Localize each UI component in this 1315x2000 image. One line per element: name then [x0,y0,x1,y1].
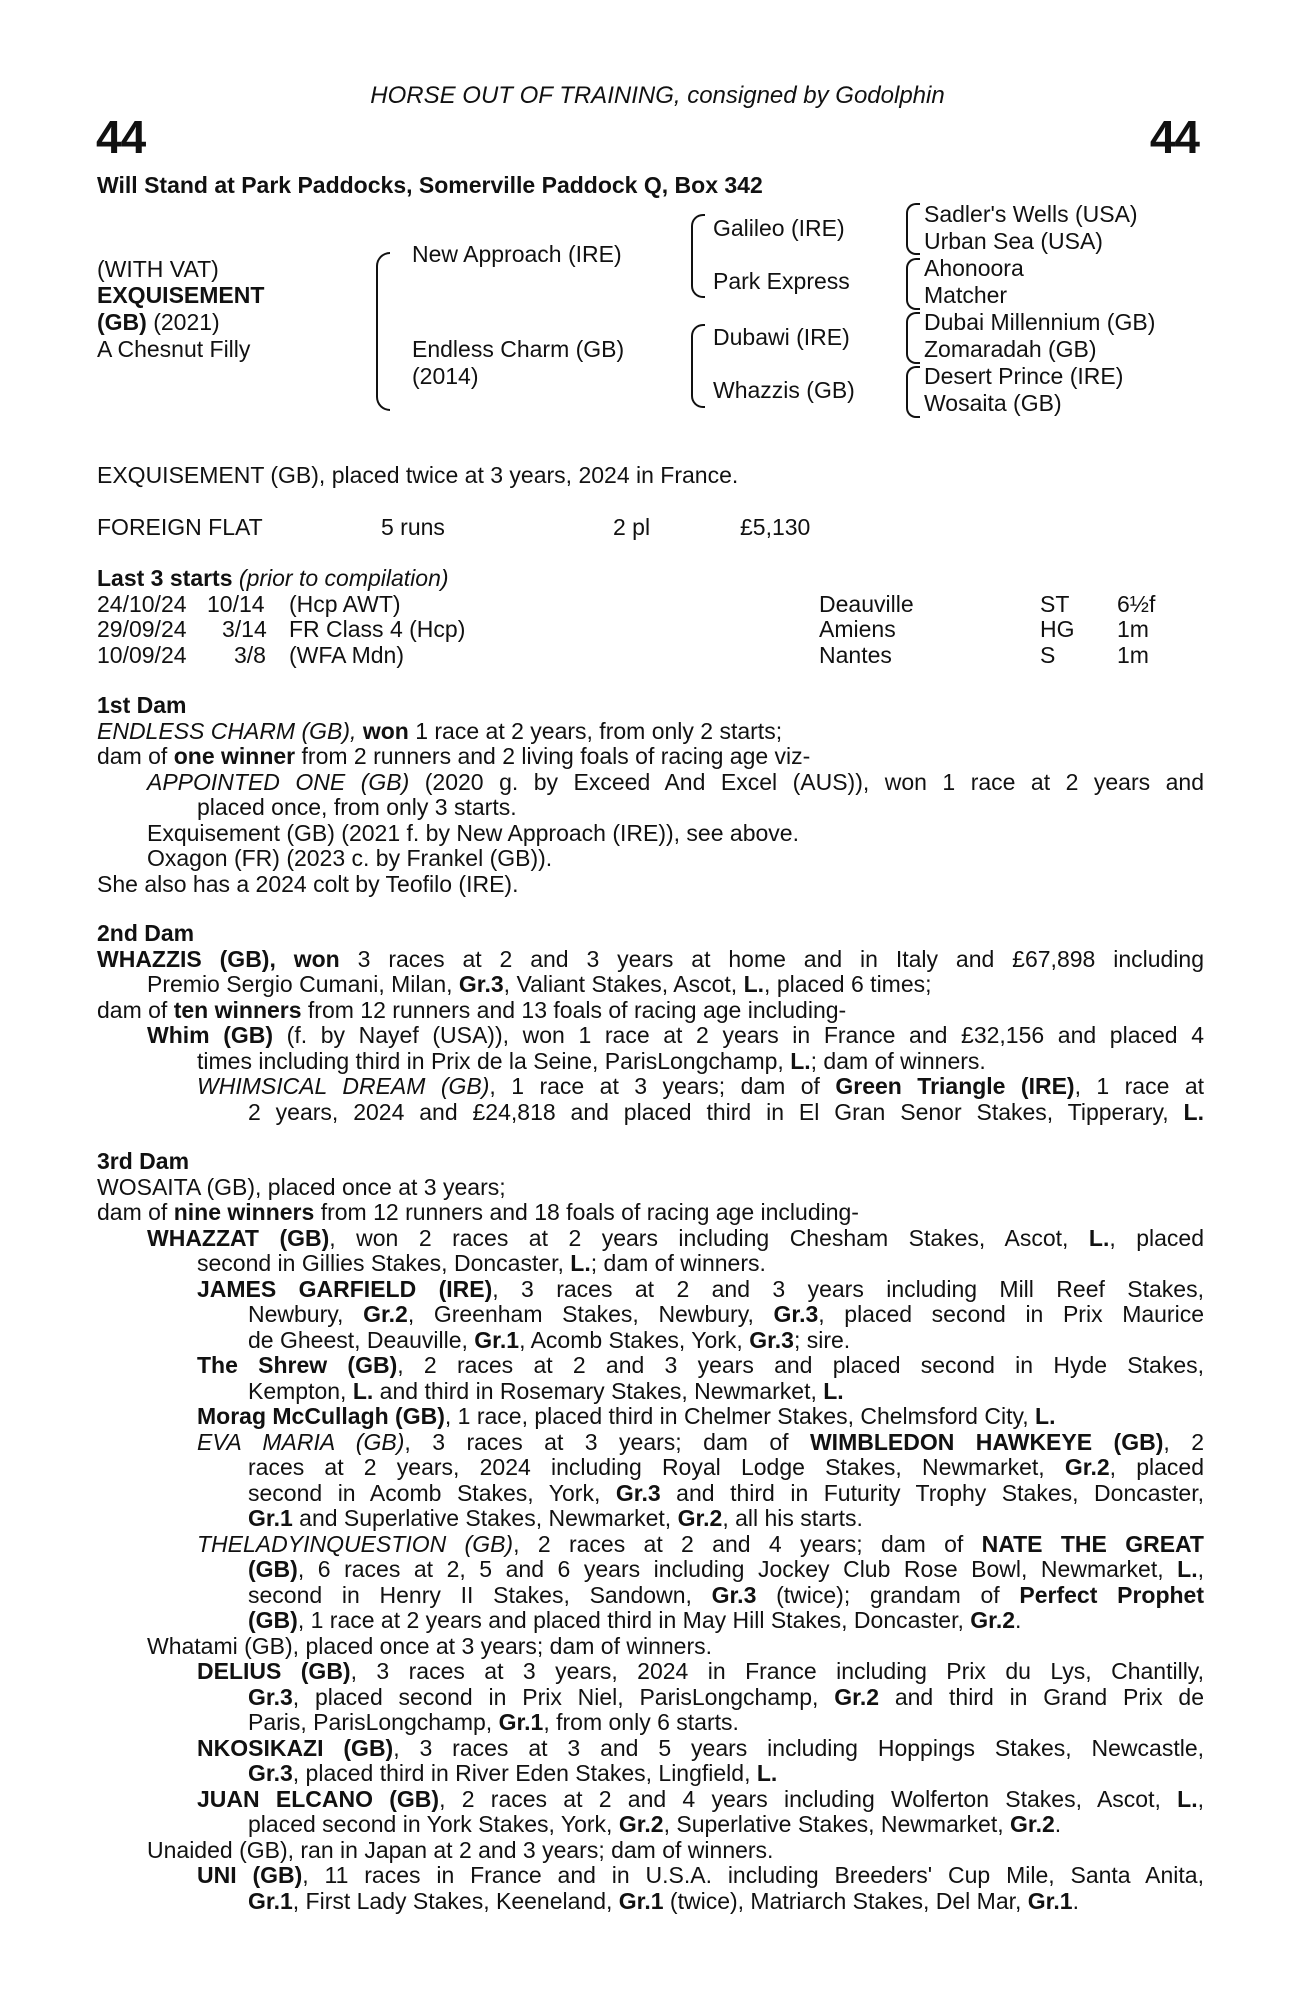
dam-sire: Dubawi (IRE) [713,324,850,350]
last-starts-heading: Last 3 starts (prior to compilation) [97,565,449,591]
horse-origin: (GB) (2021) [97,309,220,335]
record-placed: 2 pl [613,514,651,540]
sd-sire: Ahonoora [924,255,1024,281]
brace-2a [691,214,705,298]
brace-3d [906,366,920,418]
record-earnings: £5,130 [740,514,811,540]
brace-3b [906,258,920,310]
brace-1 [376,252,390,411]
dd-dam: Wosaita (GB) [924,390,1062,416]
ss-sire: Sadler's Wells (USA) [924,201,1138,227]
section-heading: 2nd Dam [97,920,195,946]
sire-dam: Park Express [713,268,850,294]
second-dam-section: 2nd Dam WHAZZIS (GB), won 3 races at 2 and 3 years at home and in Italy and £67,898 including Premio Sergio Cumani, Milan, Gr.3, Valiant Stakes, Ascot, L., placed 6 times; dam of ten winners from 12 runners and 13 foals of racing age including- Whim (GB) (f. by Nayef (USA)), won 1 race at 2 years in France and £32,156 and placed 4 times including third in Prix de la Seine, ParisLongchamp, L.; dam of winners. WHIMSICAL DREAM (GB), 1 race at 3 years; dam of Green Triangle (IRE), 1 race at 2 years, 2024 and £24,818 and placed third in El Gran Senor Stakes, Tipperary, L. [97,920,1204,1125]
sire-sire: Galileo (IRE) [713,215,845,241]
brace-3c [906,312,920,364]
summary-line: EXQUISEMENT (GB), placed twice at 3 years, 2024 in France. [97,462,739,488]
start-row: 10/09/24 3/8 (WFA Mdn) Nantes S 1m [97,641,1149,668]
ds-dam: Zomaradah (GB) [924,336,1097,362]
vat-note: (WITH VAT) [97,256,219,282]
dam-dam: Whazzis (GB) [713,377,855,403]
sd-dam: Matcher [924,282,1008,308]
last-starts [97,566,1204,668]
first-dam-section: 1st Dam ENDLESS CHARM (GB), won 1 race at 2 years, from only 2 starts; dam of one winner from 2 runners and 2 living foals of racing age viz- APPOINTED ONE (GB) (2020 g. by Exceed And Excel (AUS)), won 1 race at 2 years and placed once, from only 3 starts. Exquisement (GB) (2021 f. by New Approach (IRE)), see above. Oxagon (FR) (2023 c. by Frankel (GB)). She also has a 2024 colt by Teofilo (IRE). [97,692,1204,897]
consignor-header: HORSE OUT OF TRAINING, consigned by Godolphin [370,82,945,109]
stand-location: Will Stand at Park Paddocks, Somerville Paddock Q, Box 342 [97,172,763,198]
ss-dam: Urban Sea (USA) [924,228,1103,254]
dam: Endless Charm (GB) [412,336,625,362]
start-row: 29/09/24 3/14 FR Class 4 (Hcp) Amiens HG 1m [97,616,1149,642]
record-runs: 5 runs [381,514,445,540]
record-label: FOREIGN FLAT [97,514,263,540]
third-dam-section: 3rd Dam WOSAITA (GB), placed once at 3 years; dam of nine winners from 12 runners and 18 foals of racing age including- WHAZZAT (GB), won 2 races at 2 years including Chesham Stakes, Ascot, L., placed second in Gillies Stakes, Doncaster, L.; dam of winners. JAMES GARFIELD (IRE), 3 races at 2 and 3 years including Mill Reef Stakes, Newbury, Gr.2, Greenham Stakes, Newbury, Gr.3, placed second in Prix Maurice de Gheest, Deauville, Gr.1, Acomb Stakes, York, Gr.3; sire. The Shrew (GB), 2 races at 2 and 3 years and placed second in Hyde Stakes, Kempton, L. and third in Rosemary Stakes, Newmarket, L. Morag McCullagh (GB), 1 race, placed third in Chelmer Stakes, Chelmsford City, L. EVA MARIA (GB), 3 races at 3 years; dam of WIMBLEDON HAWKEYE (GB), 2 races at 2 years, 2024 including Royal Lodge Stakes, Newmarket, Gr.2, placed second in Acomb Stakes, York, Gr.3 and third in Futurity Trophy Stakes, Doncaster, Gr.1 and Superlative Stakes, Newmarket, Gr.2, all his starts. THELADYINQUESTION (GB), 2 races at 2 and 4 years; dam of NATE THE GREAT (GB), 6 races at 2, 5 and 6 years including Jockey Club Rose Bowl, Newmarket, L., second in Henry II Stakes, Sandown, Gr.3 (twice); grandam of Perfect Prophet (GB), 1 race at 2 years and placed third in May Hill Stakes, Doncaster, Gr.2. Whatami (GB), placed once at 3 years; dam of winners. DELIUS (GB), 3 races at 3 years, 2024 in France including Prix du Lys, Chantilly, Gr.3, placed second in Prix Niel, ParisLongchamp, Gr.2 and third in Grand Prix de Paris, ParisLongchamp, Gr.1, from only 6 starts. NKOSIKAZI (GB), 3 races at 3 and 5 years including Hoppings Stakes, Newcastle, Gr.3, placed third in River Eden Stakes, Lingfield, L. JUAN ELCANO (GB), 2 races at 2 and 4 years including Wolferton Stakes, Ascot, L., placed second in York Stakes, York, Gr.2, Superlative Stakes, Newmarket, Gr.2. Unaided (GB), ran in Japan at 2 and 3 years; dam of winners. UNI (GB), 11 races in France and in U.S.A. including Breeders' Cup Mile, Santa Anita, Gr.1, First Lady Stakes, Keeneland, Gr.1 (twice), Matriarch Stakes, Del Mar, Gr.1. [97,1148,1205,1914]
dam-year: (2014) [412,363,479,389]
sire: New Approach (IRE) [412,241,622,267]
horse-name: EXQUISEMENT [97,282,265,308]
lot-number-left: 44 [96,111,146,163]
dd-sire: Desert Prince (IRE) [924,363,1124,389]
start-row: 24/10/24 10/14 (Hcp AWT) Deauville ST 6½f [97,590,1156,617]
section-heading: 3rd Dam [97,1148,190,1174]
section-heading: 1st Dam [97,692,187,718]
brace-3a [906,203,920,255]
lot-number-right: 44 [1149,111,1199,163]
horse-description: A Chesnut Filly [97,336,251,362]
race-record [97,515,1204,541]
ds-sire: Dubai Millennium (GB) [924,309,1156,335]
brace-2b [691,324,705,408]
